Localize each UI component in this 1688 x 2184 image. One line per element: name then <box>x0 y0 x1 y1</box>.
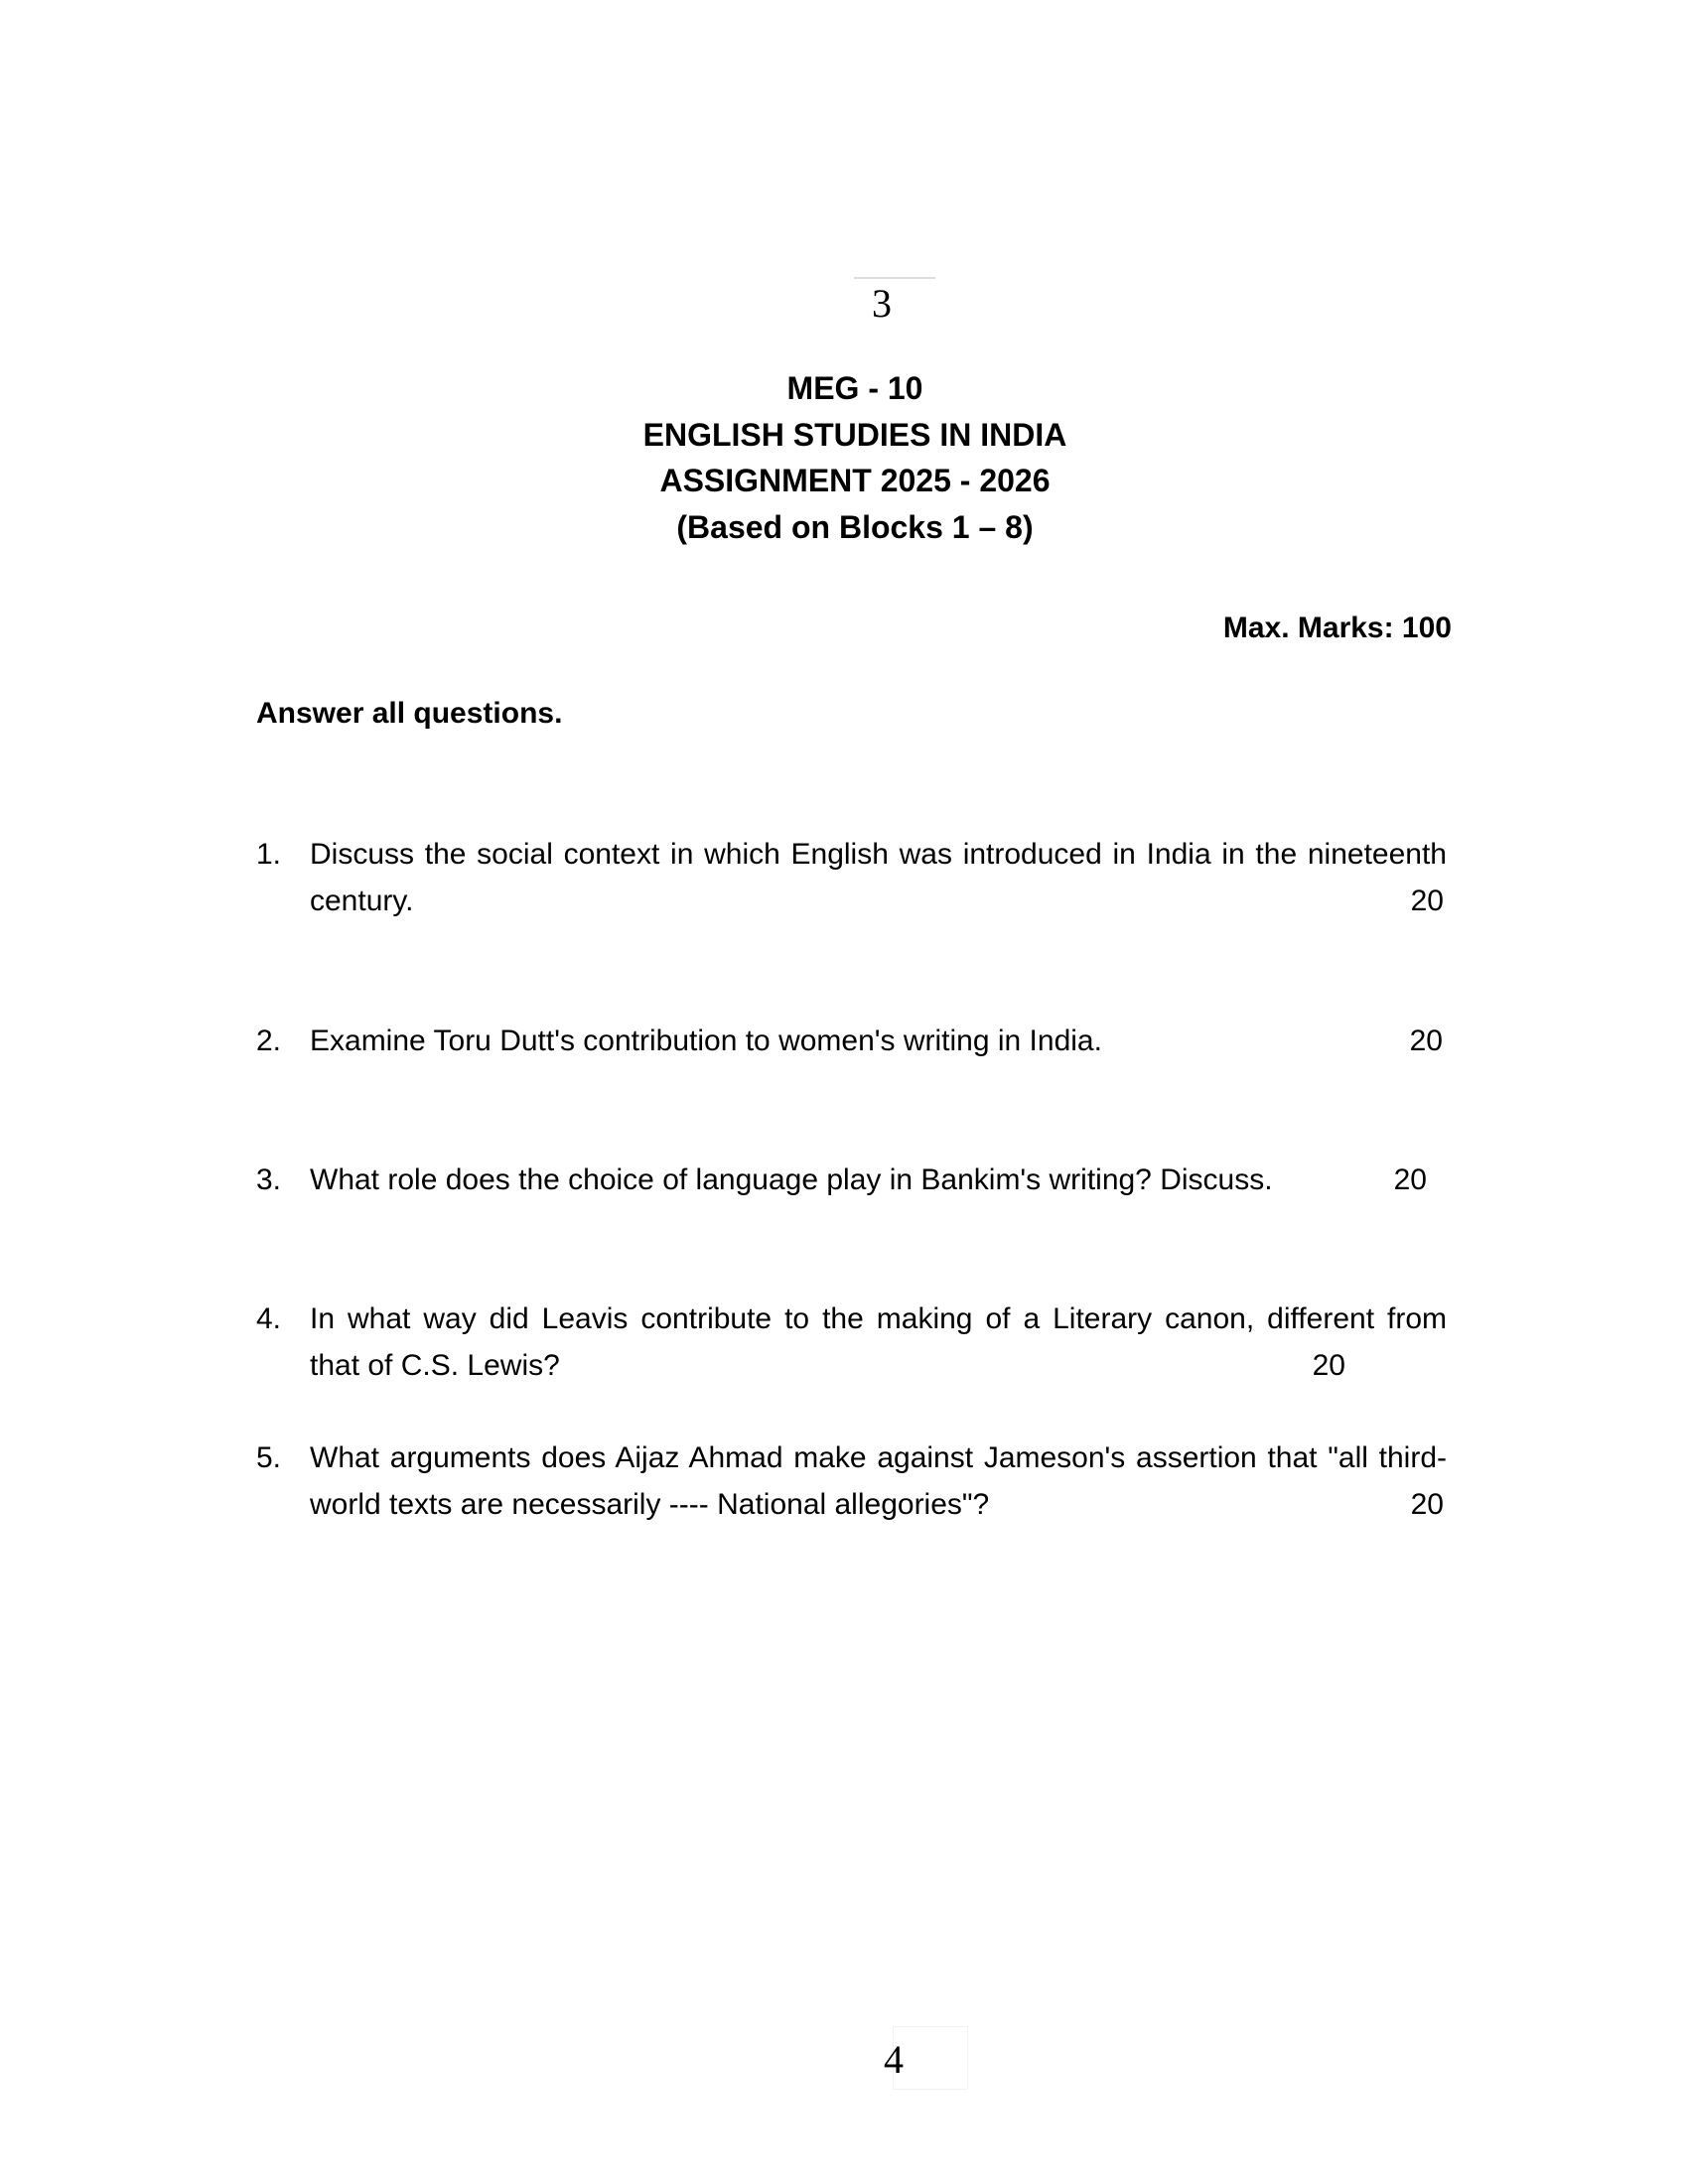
document-header <box>256 365 1454 550</box>
course-code: MEG - 10 <box>786 370 923 406</box>
question-5-number: 5. <box>256 1441 282 1474</box>
page-number-top: 3 <box>872 281 892 326</box>
question-line: Examine Toru Dutt's contribution to women's writing in India. <box>310 1024 1102 1057</box>
question-2-text <box>310 1018 1447 1064</box>
question-2-marks: 20 <box>1409 1024 1443 1057</box>
blocks-note: (Based on Blocks 1 – 8) <box>676 508 1034 545</box>
question-line: In what way did Leavis contribute to the making of a Literary canon, different from <box>310 1302 1447 1335</box>
question-4-number: 4. <box>256 1302 282 1335</box>
question-1-number: 1. <box>256 838 282 871</box>
max-marks: Max. Marks: 100 <box>1222 612 1452 644</box>
assignment-title: ASSIGNMENT 2025 - 2026 <box>659 463 1051 498</box>
course-title: ENGLISH STUDIES IN INDIA <box>642 416 1067 453</box>
question-4-marks: 20 <box>1312 1349 1345 1382</box>
question-3-marks: 20 <box>1393 1163 1427 1196</box>
question-3-text <box>310 1157 1447 1203</box>
instruction: Answer all questions. <box>256 697 563 730</box>
question-3 <box>0 1157 1688 1203</box>
page-number-bottom: 4 <box>884 2037 904 2082</box>
question-line: that of C.S. Lewis? <box>310 1349 560 1382</box>
question-1-text <box>310 831 1447 924</box>
scan-artifact-line <box>854 277 935 279</box>
question-5-marks: 20 <box>1410 1488 1444 1521</box>
question-3-number: 3. <box>256 1163 282 1196</box>
question-1-marks: 20 <box>1410 885 1444 917</box>
question-5-text <box>310 1434 1447 1528</box>
question-line: world texts are necessarily ---- National allegories"? <box>310 1488 990 1521</box>
question-line: What role does the choice of language play in Bankim's writing? Discuss. <box>310 1163 1273 1196</box>
question-line: What arguments does Aijaz Ahmad make against Jameson's assertion that "all third- <box>310 1441 1447 1474</box>
question-2-number: 2. <box>256 1024 282 1057</box>
question-line: Discuss the social context in which English was introduced in India in the nineteenth <box>310 838 1447 871</box>
question-4 <box>0 1296 1688 1389</box>
question-4-text <box>310 1296 1447 1389</box>
question-line: century. <box>310 885 414 917</box>
